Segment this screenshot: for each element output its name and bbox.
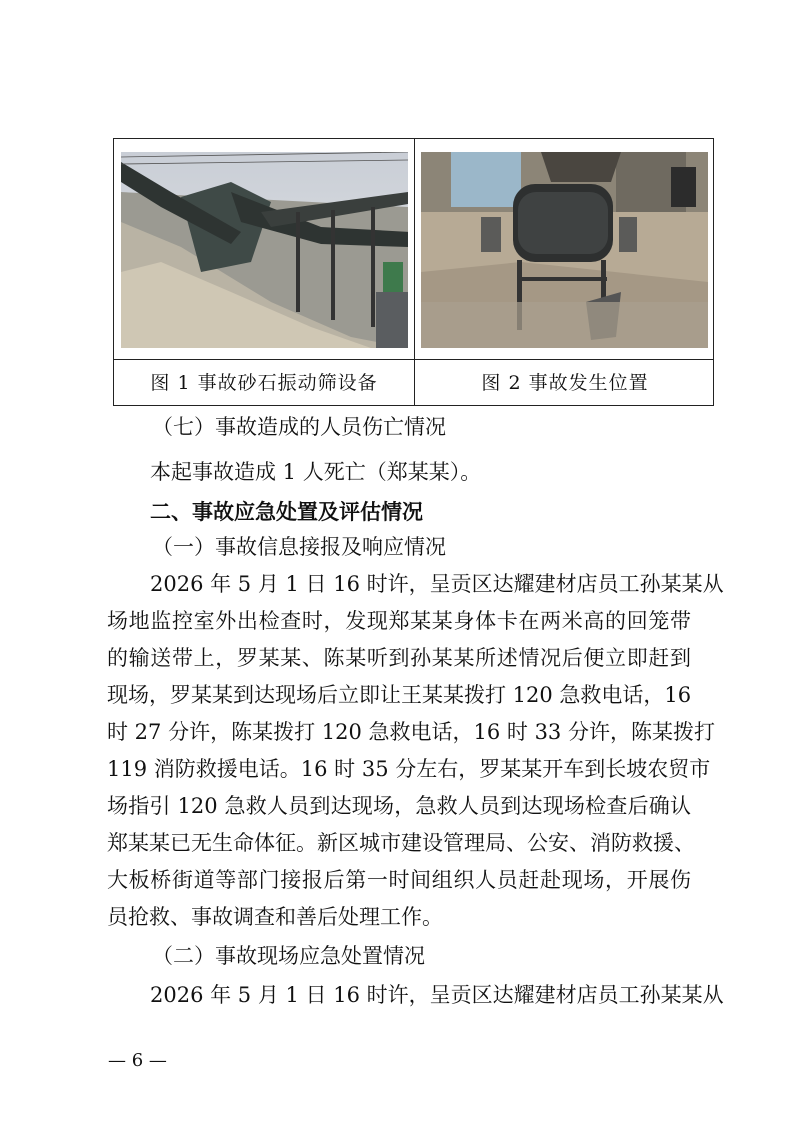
page-number: — 6 — bbox=[108, 1050, 167, 1071]
paragraph-line: 现场，罗某某到达现场后立即让王某某拨打 120 急救电话，16 bbox=[107, 683, 692, 707]
casualty-statement: 本起事故造成 1 人死亡（郑某某）。 bbox=[150, 460, 482, 484]
paragraph-line: 2026 年 5 月 1 日 16 时许，呈贡区达耀建材店员工孙某某从 bbox=[150, 572, 724, 596]
figure-table bbox=[113, 138, 714, 406]
paragraph-line: 的输送带上，罗某某、陈某听到孙某某所述情况后便立即赶到 bbox=[107, 646, 691, 670]
photo-screening-equipment bbox=[121, 152, 408, 348]
paragraph-line: 员抢救、事故调查和善后处理工作。 bbox=[107, 905, 443, 929]
subheading-casualties: （七）事故造成的人员伤亡情况 bbox=[152, 415, 446, 439]
paragraph-line: 场指引 120 急救人员到达现场，急救人员到达现场检查后确认 bbox=[107, 794, 691, 818]
subheading-onsite-response: （二）事故现场应急处置情况 bbox=[152, 944, 425, 968]
subheading-report-response: （一）事故信息接报及响应情况 bbox=[152, 535, 446, 559]
figure-2-caption: 图 2 事故发生位置 bbox=[481, 372, 649, 394]
paragraph-line: 119 消防救援电话。16 时 35 分左右，罗某某开车到长坡农贸市 bbox=[107, 757, 711, 781]
paragraph-line: 场地监控室外出检查时，发现郑某某身体卡在两米高的回笼带 bbox=[107, 609, 691, 633]
paragraph-line: 大板桥街道等部门接报后第一时间组织人员赶赴现场，开展伤 bbox=[107, 868, 691, 892]
photo-accident-location bbox=[421, 152, 708, 348]
paragraph-line: 时 27 分许，陈某拨打 120 急救电话，16 时 33 分许，陈某拨打 bbox=[107, 720, 715, 744]
paragraph-line: 2026 年 5 月 1 日 16 时许，呈贡区达耀建材店员工孙某某从 bbox=[150, 983, 724, 1007]
paragraph-line: 郑某某已无生命体征。新区城市建设管理局、公安、消防救援、 bbox=[107, 831, 695, 855]
section-heading: 二、事故应急处置及评估情况 bbox=[150, 500, 423, 524]
figure-1-caption: 图 1 事故砂石振动筛设备 bbox=[150, 372, 378, 394]
